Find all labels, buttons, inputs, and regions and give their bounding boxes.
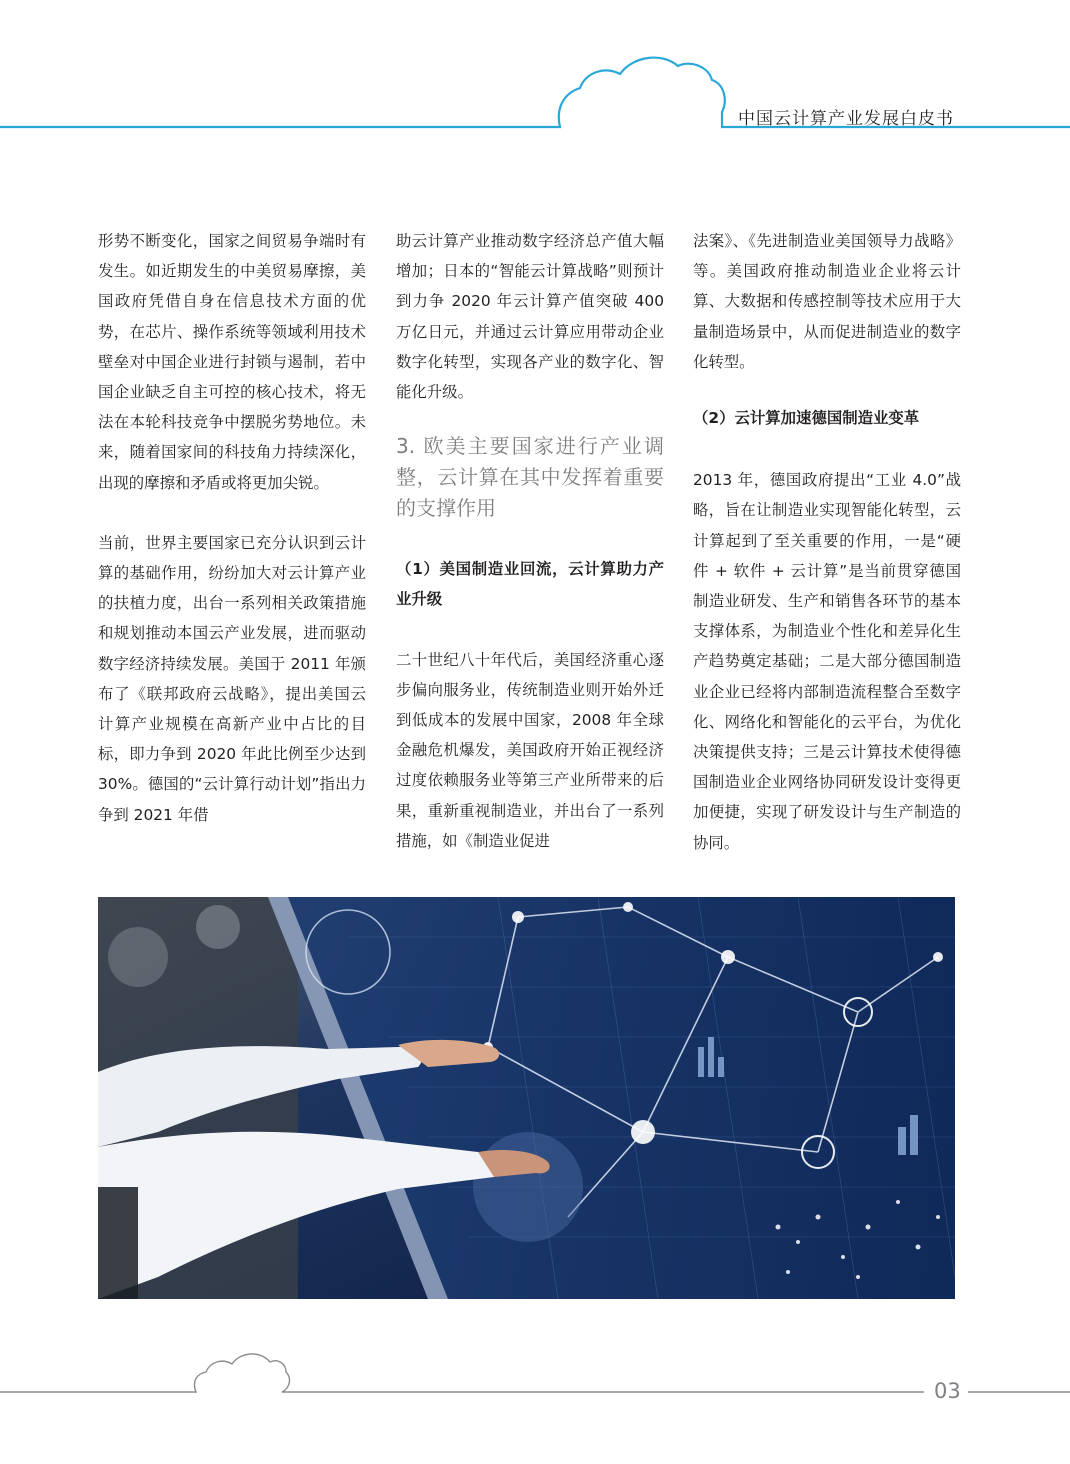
sub-heading: （2）云计算加速德国制造业变革 xyxy=(693,409,920,428)
footer-rule-left xyxy=(0,1354,924,1392)
text-column-3 xyxy=(693,226,961,858)
footer-cloud-line xyxy=(0,1340,1070,1420)
sub-heading: （1）美国制造业回流，云计算助力产业升级 xyxy=(396,560,664,609)
paragraph: 2013 年，德国政府提出“工业 4.0”战略，旨在让制造业实现智能化转型，云计算起到了至关重要的作用，一是“硬件 + 软件 + 云计算”是当前贯穿德国制造业研发、生产和销售各环节的基本支撑体系，为制造业个性化和差异化生产趋势奠定基础；二是大部分德国制造业企业已经将内部制造流程整合至数字化、网络化和智能化的云平台，为优化决策提供支持；三是云计算技术使得德国制造业企业网络协同研发设计变得更加便捷，实现了研发设计与生产制造的协同。 xyxy=(693,471,961,852)
section-heading: 3. 欧美主要国家进行产业调整，云计算在其中发挥着重要的支撑作用 xyxy=(396,434,664,521)
paragraph: 助云计算产业推动数字经济总产值大幅增加；日本的“智能云计算战略”则预计到力争 2020 年云计算产值突破 400 万亿日元，并通过云计算应用带动企业数字化转型，实现各产业的数字化、智能化升级。 xyxy=(396,232,664,402)
paragraph: 形势不断变化，国家之间贸易争端时有发生。如近期发生的中美贸易摩擦，美国政府凭借自身在信息技术方面的优势，在芯片、操作系统等领域利用技术壁垒对中国企业进行封锁与遏制，若中国企业缺乏自主可控的核心技术，将无法在本轮科技竞争中摆脱劣势地位。未来，随着国家间的科技角力持续深化，出现的摩擦和矛盾或将更加尖锐。 xyxy=(98,232,366,492)
document-title: 中国云计算产业发展白皮书 xyxy=(738,109,954,129)
paragraph: 法案》、《先进制造业美国领导力战略》等。美国政府推动制造业企业将云计算、大数据和传感控制等技术应用于大量制造场景中，从而促进制造业的数字化转型。 xyxy=(693,232,961,371)
paragraph: 二十世纪八十年代后，美国经济重心逐步偏向服务业，传统制造业则开始外迁到低成本的发展中国家，2008 年全球金融危机爆发，美国政府开始正视经济过度依赖服务业等第三产业所带来的后果，重新重视制造业，并出台了一系列措施，如《制造业促进 xyxy=(396,650,664,850)
text-column-2 xyxy=(396,226,664,856)
network-interface-illustration xyxy=(98,897,955,1299)
illustration-image xyxy=(98,897,955,1299)
text-column-1 xyxy=(98,226,366,830)
page-number: 03 xyxy=(934,1379,961,1403)
paragraph: 当前，世界主要国家已充分认识到云计算的基础作用，纷纷加大对云计算产业的扶植力度，出台一系列相关政策措施和规划推动本国云产业发展，进而驱动数字经济持续发展。美国于 2011 年颁布了《联邦政府云战略》，提出美国云计算产业规模在高新产业中占比的目标，即力争到 2020 年此比例至少达到 30%。德国的“云计算行动计划”指出力争到 2021 年借 xyxy=(98,533,366,824)
